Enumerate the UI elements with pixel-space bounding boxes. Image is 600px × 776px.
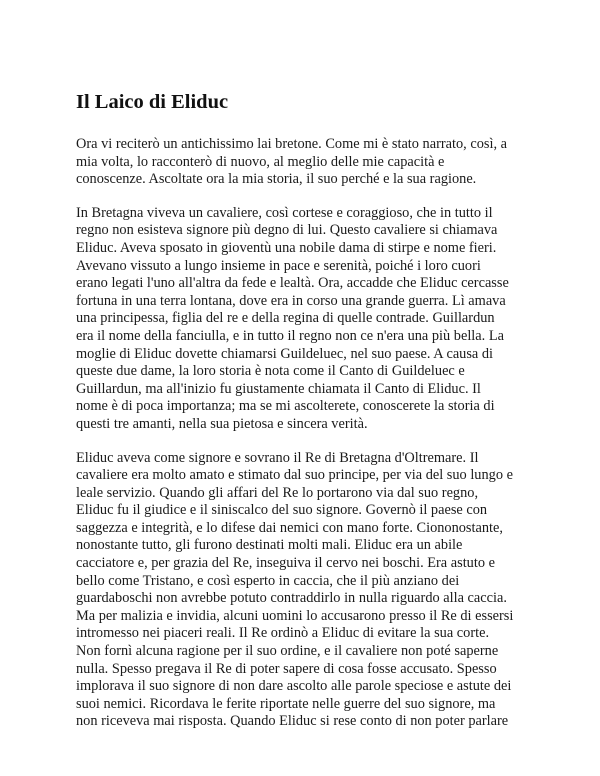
text-line: moglie di Eliduc dovette chiamarsi Guildeluec, nel suo paese. A causa di (76, 345, 494, 362)
text-line: nonostante tutto, gli furono destinati molti mali. Eliduc era un abile (76, 537, 463, 554)
text-line: Guillardun, ma all'inizio fu giustamente chiamata il Canto di Eliduc. Il (76, 380, 481, 397)
text-line: regno non esisteva signore più degno di lui. Questo cavaliere si chiamava (76, 222, 498, 239)
text-line: guardaboschi non avrebbe potuto contraddirlo in nulla riguardo alla caccia. (76, 590, 507, 607)
text-line: suoi nemici. Ricordava le ferite riportate nelle guerre del suo signore, ma (76, 695, 496, 712)
text-line: implorava il suo signore di non dare ascolto alle parole speciose e astute dei (76, 678, 512, 695)
paragraph-2 (76, 205, 528, 434)
text-line: Eliduc. Aveva sposato in gioventù una nobile dama di stirpe e nome fieri. (76, 239, 497, 256)
text-line: mia volta, lo racconterò di nuovo, al meglio delle mie capacità e (76, 153, 445, 170)
text-line: questi tre amanti, nella sua pietosa e sincera verità. (76, 415, 368, 432)
paragraph-1 (76, 136, 528, 189)
text-line: conoscenze. Ascoltate ora la mia storia, il suo perché e la sua ragione. (76, 171, 477, 188)
text-line: Ora vi reciterò un antichissimo lai bretone. Come mi è stato narrato, così, a (76, 136, 507, 152)
text-line: una principessa, figlia del re e della regina di quelle contrade. Guillardun (76, 310, 495, 327)
text-line: nome è di poca importanza; ma se mi ascolterete, conoscerete la storia di (76, 398, 495, 415)
text-line: cavaliere era molto amato e stimato dal suo principe, per via del suo lungo e (76, 467, 513, 484)
paragraph-3 (76, 450, 528, 732)
text-line: Eliduc aveva come signore e sovrano il Re di Bretagna d'Oltremare. Il (76, 449, 479, 466)
text-line: leale servizio. Quando gli affari del Re lo portarono via dal suo regno, (76, 484, 479, 501)
text-line: saggezza e integrità, e lo difese dai nemici con mano forte. Ciononostante, (76, 519, 503, 536)
text-line: nulla. Spesso pregava il Re di poter sapere di cosa fosse accusato. Spesso (76, 660, 497, 677)
text-line: intromesso nei piaceri reali. Il Re ordinò a Eliduc di evitare la sua corte. (76, 625, 490, 642)
text-line: Avevano vissuto a lungo insieme in pace e serenità, poiché i loro cuori (76, 257, 481, 274)
text-line: Non fornì alcuna ragione per il suo ordine, e il cavaliere non poté saperne (76, 643, 499, 660)
text-line: non riceveva mai risposta. Quando Eliduc si rese conto di non poter parlare (76, 713, 509, 730)
text-line: In Bretagna viveva un cavaliere, così cortese e coraggioso, che in tutto il (76, 204, 493, 221)
text-line: fortuna in una terra lontana, dove era in corso una grande guerra. Lì amava (76, 292, 506, 309)
text-line: queste due dame, la loro storia è nota come il Canto di Guildeluec e (76, 363, 465, 380)
document-title: Il Laico di Eliduc (76, 91, 229, 113)
text-line: erano legati l'uno all'altra da fede e lealtà. Ora, accadde che Eliduc cercasse (76, 275, 509, 292)
document-body (76, 90, 528, 747)
text-line: cacciatore e, per grazia del Re, inseguiva il cervo nei boschi. Era astuto e (76, 555, 495, 572)
text-line: bello come Tristano, e così esperto in caccia, che il più anziano dei (76, 572, 460, 589)
text-line: Ma per malizia e invidia, alcuni uomini lo accusarono presso il Re di essersi (76, 607, 514, 624)
text-line: Eliduc fu il giudice e il siniscalco del suo signore. Governò il paese con (76, 502, 488, 519)
text-line: era il nome della fanciulla, e in tutto il regno non ce n'era una più bella. La (76, 327, 504, 344)
